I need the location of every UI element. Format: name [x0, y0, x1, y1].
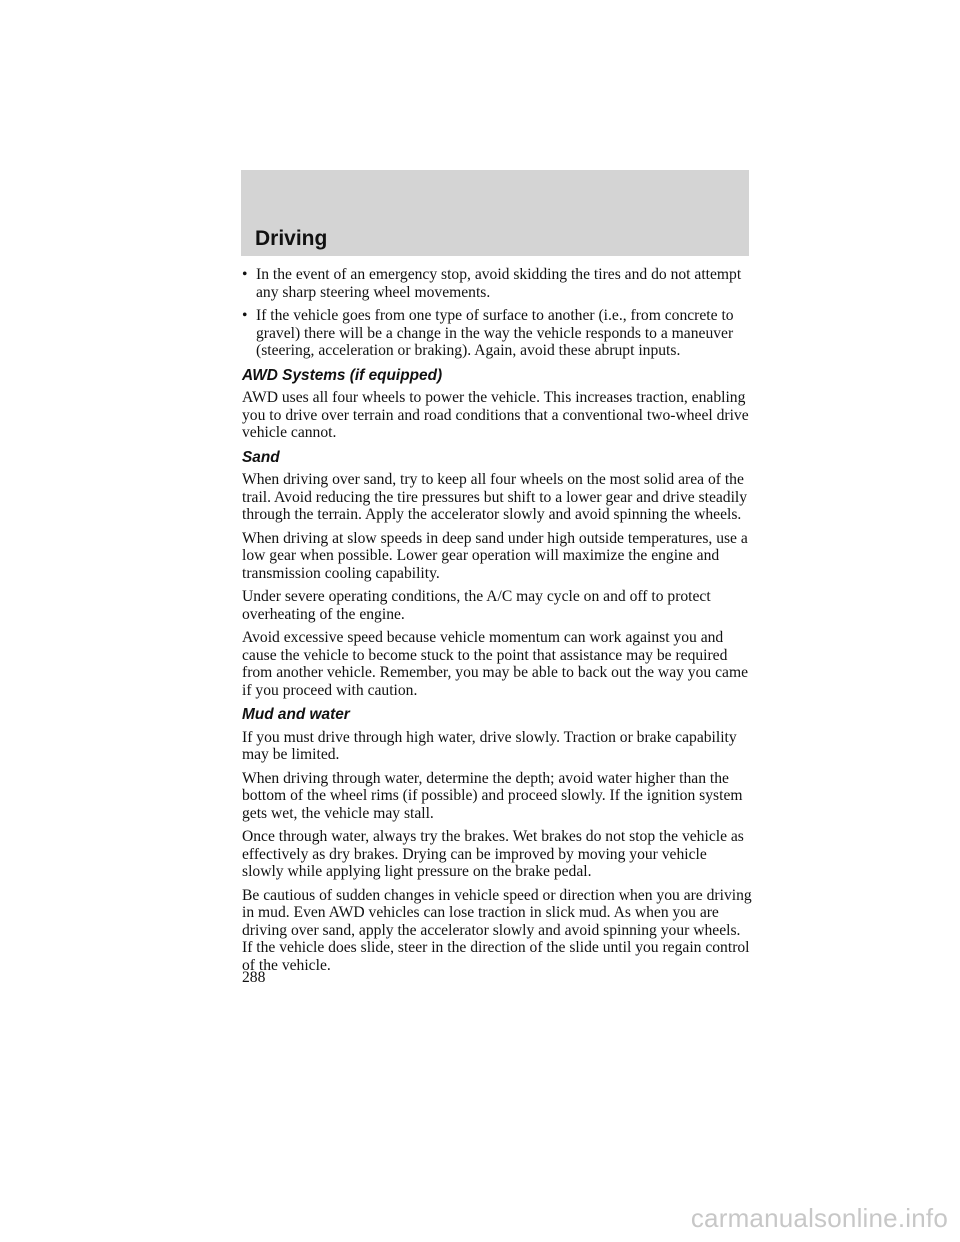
paragraph: If you must drive through high water, drive slowly. Traction or brake capability may be limited.	[242, 728, 737, 763]
section-title: Driving	[255, 227, 328, 250]
bullet-item	[242, 266, 752, 301]
bullet-dot-icon: •	[242, 307, 248, 324]
bullet-dot-icon: •	[242, 266, 248, 283]
paragraph: Once through water, always try the brakes. Wet brakes do not stop the vehicle as effectively as dry brakes. Drying can be improved by moving your vehicle slowly while applying light pressure on the brake pedal.	[242, 828, 744, 880]
page-content	[242, 266, 752, 980]
paragraph: Avoid excessive speed because vehicle momentum can work against you and cause the vehicle to become stuck to the point that assistance may be required from another vehicle. Remember, you may be able to back out the way you came if you proceed with caution.	[242, 629, 748, 699]
watermark: carmanualsonline.info	[690, 1203, 948, 1233]
paragraph: Under severe operating conditions, the A/C may cycle on and off to protect overheating of the engine.	[242, 588, 711, 623]
paragraph: When driving at slow speeds in deep sand under high outside temperatures, use a low gear when possible. Lower gear operation will maximize the engine and transmission cooling capability.	[242, 529, 748, 582]
heading-awd-systems: AWD Systems (if equipped)	[242, 366, 443, 384]
paragraph: When driving over sand, try to keep all four wheels on the most solid area of the trail. Avoid reducing the tire pressures but shift to a lower gear and drive steadily through the terrain. Apply the accelerator slowly and avoid spinning the wheels.	[242, 471, 748, 523]
paragraph: When driving through water, determine the depth; avoid water higher than the bottom of the wheel rims (if possible) and proceed slowly. If the ignition system gets wet, the vehicle may stall.	[242, 769, 743, 822]
heading-sand: Sand	[242, 448, 280, 466]
heading-mud-and-water: Mud and water	[242, 706, 350, 723]
bullet-text: In the event of an emergency stop, avoid skidding the tires and do not attempt any sharp steering wheel movements.	[256, 266, 742, 301]
bullet-item	[242, 307, 752, 360]
paragraph: AWD uses all four wheels to power the vehicle. This increases traction, enabling you to drive over terrain and road conditions that a conventional two-wheel drive vehicle cannot.	[242, 389, 749, 441]
paragraph: Be cautious of sudden changes in vehicle speed or direction when you are driving in mud. Even AWD vehicles can lose traction in slick mud. As when you are driving over sand, apply the accelerator slowly and avoid spinning your wheels. If the vehicle does slide, steer in the direction of the slide until you regain control of the vehicle.	[242, 886, 752, 974]
bullet-text: If the vehicle goes from one type of surface to another (i.e., from concrete to gravel) there will be a change in the way the vehicle responds to a maneuver (steering, acceleration or braking). Again, avoid these abrupt inputs.	[256, 307, 734, 359]
page-number: 288	[242, 969, 266, 986]
